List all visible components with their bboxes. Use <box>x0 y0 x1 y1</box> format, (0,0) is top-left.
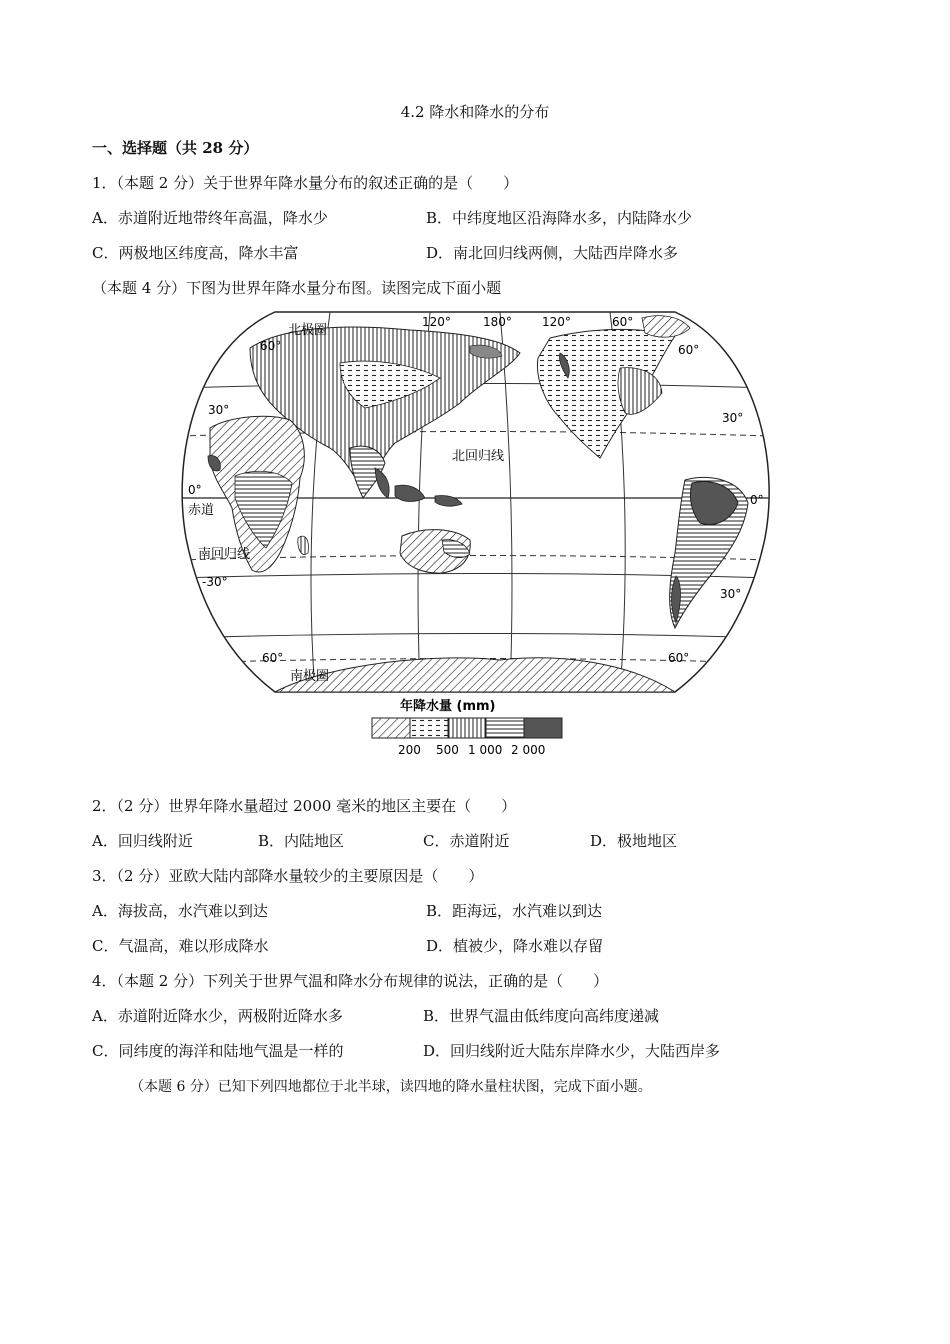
question-2-stem: 2．（2 分）世界年降水量超过 2000 毫米的地区主要在（ ） <box>92 797 517 815</box>
label-tropic-of-capricorn: 南回归线 <box>198 547 251 562</box>
label-lon-120-east: 120° <box>422 315 451 329</box>
question-3-option-d: D．植被少，降水难以存留 <box>426 937 604 955</box>
label-lat-minus-30: -30° <box>202 575 228 589</box>
legend-title: 年降水量 (mm) <box>400 699 496 714</box>
legend-tick-500: 500 <box>436 743 459 757</box>
question-4-option-a: A．赤道附近降水少，两极附近降水多 <box>92 1007 343 1025</box>
label-lat-60-right-b: 60° <box>678 343 700 357</box>
label-lat-60-left: 60° <box>260 339 282 353</box>
page-title: 4.2 降水和降水的分布 <box>400 103 550 121</box>
question-1-option-c: C．两极地区纬度高，降水丰富 <box>92 244 299 262</box>
question-1-stem: 1．（本题 2 分）关于世界年降水量分布的叙述正确的是（ ） <box>92 174 519 192</box>
question-3-option-c: C．气温高，难以形成降水 <box>92 937 269 955</box>
label-lat-0-right: 0° <box>750 493 764 507</box>
question-2-option-a: A．回归线附近 <box>92 832 193 850</box>
label-equator: 赤道 <box>188 503 215 518</box>
label-lat-0-left: 0° <box>188 483 202 497</box>
question-1-option-a: A．赤道附近地带终年高温，降水少 <box>92 209 328 227</box>
legend-tick-1000: 1 000 <box>468 743 503 757</box>
question-2-option-d: D．极地地区 <box>590 832 678 850</box>
legend-tick-200: 200 <box>398 743 421 757</box>
label-lon-180: 180° <box>483 315 512 329</box>
section-heading: 一、选择题（共 28 分） <box>92 139 259 157</box>
question-2-option-b: B．内陆地区 <box>258 832 345 850</box>
label-lat-30-right: 30° <box>722 411 744 425</box>
question-4-option-b: B．世界气温由低纬度向高纬度递减 <box>423 1007 660 1025</box>
question-3-option-a: A．海拔高，水汽难以到达 <box>92 902 268 920</box>
label-lon-120-west: 120° <box>542 315 571 329</box>
group-2-intro: （本题 6 分）已知下列四地都位于北半球，读四地的降水量柱状图，完成下面小题。 <box>130 1079 652 1095</box>
world-precipitation-map <box>180 308 770 768</box>
label-lat-30-south-right: 30° <box>720 587 742 601</box>
label-tropic-of-cancer: 北回归线 <box>452 449 505 464</box>
legend-tick-2000: 2 000 <box>511 743 546 757</box>
question-4-option-c: C．同纬度的海洋和陆地气温是一样的 <box>92 1042 344 1060</box>
legend-swatches <box>372 718 562 738</box>
question-4-option-d: D．回归线附近大陆东岸降水少，大陆西岸多 <box>423 1042 721 1060</box>
label-arctic-circle: 北极圈 <box>288 323 328 338</box>
question-2-option-c: C．赤道附近 <box>423 832 510 850</box>
question-1-option-d: D．南北回归线两侧，大陆西岸降水多 <box>426 244 679 262</box>
label-lat-30-left: 30° <box>208 403 230 417</box>
group-1-intro: （本题 4 分）下图为世界年降水量分布图。读图完成下面小题 <box>92 279 502 297</box>
question-3-stem: 3．（2 分）亚欧大陆内部降水量较少的主要原因是（ ） <box>92 867 484 885</box>
label-antarctic-circle: 南极圈 <box>290 669 330 684</box>
question-1-option-b: B．中纬度地区沿海降水多，内陆降水少 <box>426 209 693 227</box>
question-3-option-b: B．距海远，水汽难以到达 <box>426 902 603 920</box>
label-lat-60-right: 60° <box>612 315 634 329</box>
label-lat-60-south-right: 60° <box>668 651 690 665</box>
question-4-stem: 4．（本题 2 分）下列关于世界气温和降水分布规律的说法，正确的是（ ） <box>92 972 609 990</box>
label-lat-60-south-left: 60° <box>262 651 284 665</box>
